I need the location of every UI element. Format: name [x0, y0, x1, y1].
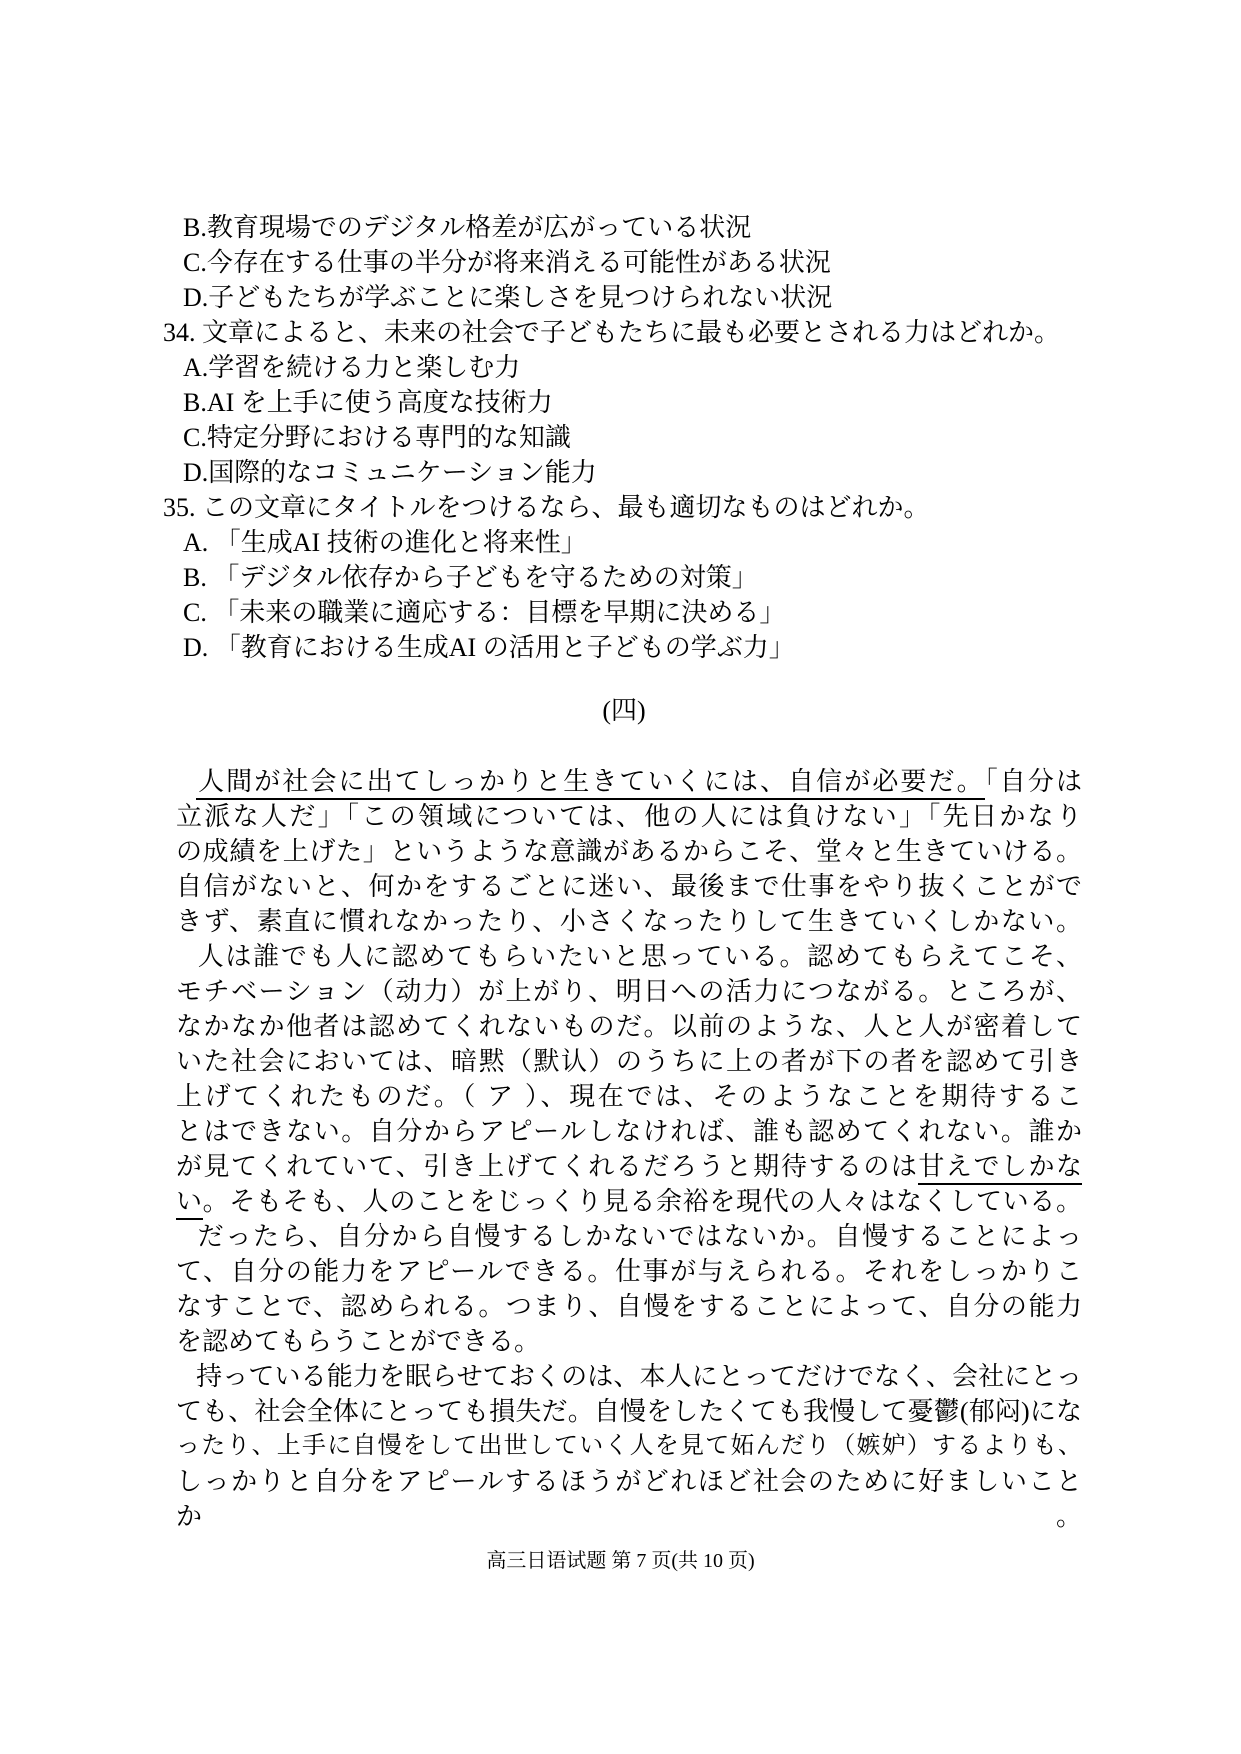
section-header: (四): [602, 696, 646, 725]
passage-line: [176, 764, 1082, 799]
paragraph-4: [176, 1359, 1082, 1531]
passage-line: [176, 1149, 1082, 1184]
option-line: C.今存在する仕事の半分が将来消える可能性がある状況: [183, 248, 831, 277]
option-line: B. 「デジタル依存から子どもを守るための対策」: [183, 563, 758, 592]
passage-line: 立派な人だ」「この領域については、他の人には負けない」「先日かなり: [176, 802, 1082, 831]
underlined-text: い: [176, 1187, 203, 1220]
option-line: D.国際的なコミュニケーション能力: [183, 458, 597, 487]
passage-line: しっかりと自分をアピールするほうがどれほど社会のために好ましいことか。: [176, 1467, 1082, 1531]
paragraph-2: [176, 939, 1082, 1219]
passage-text: 人は誰でも人に認めてもらいたいと思っている。認めてもらえてこそ、: [196, 942, 1082, 971]
paragraph-3: [176, 1219, 1082, 1359]
option-line: D.子どもたちが学ぶことに楽しさを見つけられない状況: [183, 283, 833, 312]
passage-line: きず、素直に慣れなかったり、小さくなったりして生きていくしかない。: [176, 907, 1082, 936]
option-line: C. 「未来の職業に適応する：目標を早期に決める」: [183, 598, 786, 627]
passage-text: 。そもそも、人のことをじっくり見る余裕を現代の人々はなくしている。: [202, 1187, 1082, 1216]
passage-line: [176, 1184, 1082, 1219]
page-content: [163, 210, 1085, 1531]
option-line: A. 「生成AI 技術の進化と将来性」: [183, 528, 587, 557]
question-34-stem: 34. 文章によると、未来の社会で子どもたちに最も必要とされる力はどれか。: [163, 318, 1061, 347]
underlined-text: 人間が社会に出てしっかりと生きていくには、自信が必要だ。: [196, 767, 985, 800]
passage-line: 自信がないと、何かをするごとに迷い、最後まで仕事をやり抜くことがで: [176, 872, 1082, 901]
passage-line: なすことで、認められる。つまり、自慢をすることによって、自分の能力: [176, 1292, 1082, 1321]
passage-line: なかなか他者は認めてくれないものだ。以前のような、人と人が密着して: [176, 1012, 1082, 1041]
passage-line: の成績を上げた」というような意識があるからこそ、堂々と生きていける。: [176, 837, 1082, 866]
option-line: B.AI を上手に使う高度な技術力: [183, 388, 553, 417]
passage-line: ったり、上手に自慢をして出世していく人を見て妬んだり（嫉妒）するよりも、: [176, 1433, 1082, 1459]
question-35-stem: 35. この文章にタイトルをつけるなら、最も適切なものはどれか。: [163, 493, 930, 522]
passage-line: [176, 939, 1082, 974]
passage-line: [176, 1219, 1082, 1254]
option-line: A.学習を続ける力と楽しむ力: [183, 353, 521, 382]
passage-line: 上げてくれたものだ。（ ア ）、現在では、そのようなことを期待するこ: [176, 1082, 1082, 1111]
passage-line: モチベーション（动力）が上がり、明日への活力につながる。ところが、: [176, 977, 1082, 1006]
passage-line: [176, 1359, 1082, 1394]
underlined-text: 甘えでしかな: [918, 1152, 1082, 1185]
passage-text: が見てくれていて、引き上げてくれるだろうと期待するのは: [176, 1152, 919, 1181]
option-line: C.特定分野における専門的な知識: [183, 423, 571, 452]
passage-text: 持っている能力を眠らせておくのは、本人にとってだけでなく、会社にとっ: [196, 1362, 1082, 1391]
passage-text: だったら、自分から自慢するしかないではないか。自慢することによっ: [196, 1222, 1082, 1251]
passage-text: 「自分は: [984, 767, 1082, 796]
option-line: B.教育現場でのデジタル格差が広がっている状況: [183, 213, 752, 242]
page-footer: 高三日语试题 第 7 页(共 10 页): [486, 1550, 755, 1572]
paragraph-1: [176, 764, 1082, 939]
reading-passage: [176, 764, 1082, 1531]
passage-line: ても、社会全体にとっても損失だ。自慢をしたくても我慢して憂鬱(郁闷)にな: [176, 1397, 1082, 1426]
passage-line: いた社会においては、暗黙（默认）のうちに上の者が下の者を認めて引き: [176, 1047, 1082, 1076]
passage-line: て、自分の能力をアピールできる。仕事が与えられる。それをしっかりこ: [176, 1257, 1082, 1286]
passage-line: とはできない。自分からアピールしなければ、誰も認めてくれない。誰か: [176, 1117, 1082, 1146]
option-line: D. 「教育における生成AI の活用と子どもの学ぶ力」: [183, 633, 795, 662]
passage-line: を認めてもらうことができる。: [176, 1327, 541, 1356]
